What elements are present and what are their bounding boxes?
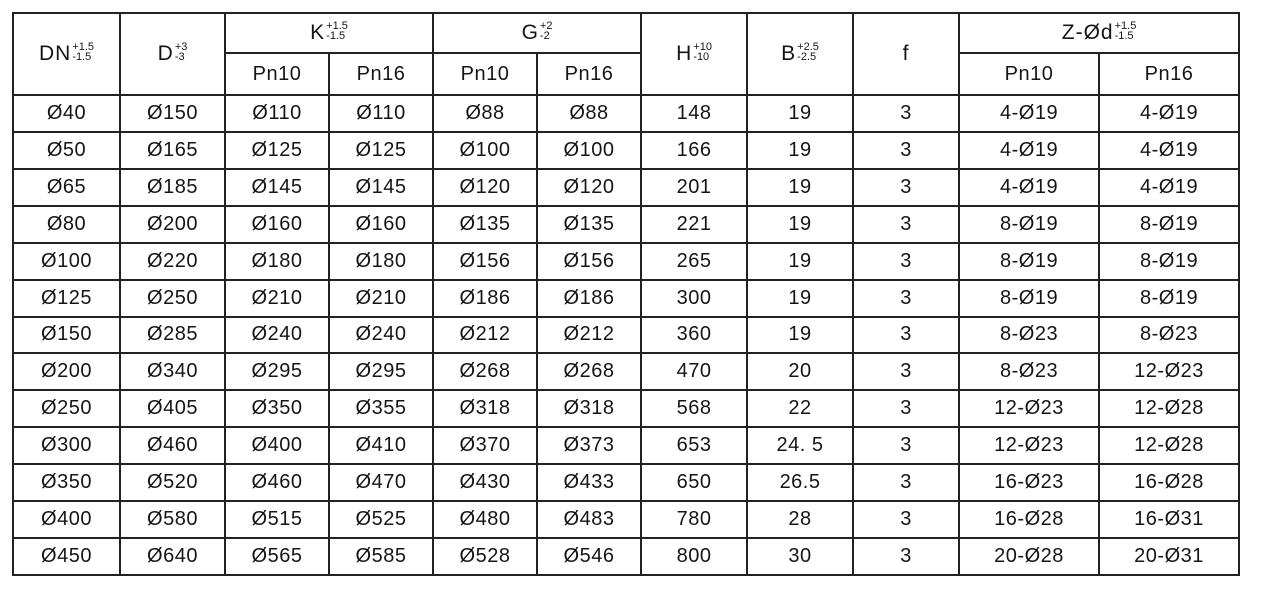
tol-low: -3 xyxy=(174,51,185,63)
cell-g-pn16: Ø100 xyxy=(537,132,641,169)
header-g xyxy=(433,13,641,53)
header-z xyxy=(959,13,1239,53)
cell-h: 470 xyxy=(641,353,747,390)
table-body xyxy=(13,95,1239,575)
subheader-z-pn10: Pn10 xyxy=(959,53,1099,95)
cell-k-pn16: Ø110 xyxy=(329,95,433,132)
tol-up: +1.5 xyxy=(326,20,348,32)
cell-k-pn10: Ø565 xyxy=(225,538,329,575)
cell-b: 22 xyxy=(747,390,853,427)
cell-k-pn10: Ø210 xyxy=(225,280,329,317)
cell-k-pn16: Ø125 xyxy=(329,132,433,169)
cell-dn: Ø200 xyxy=(13,353,120,390)
cell-k-pn16: Ø470 xyxy=(329,464,433,501)
cell-d: Ø285 xyxy=(120,317,225,354)
cell-d: Ø165 xyxy=(120,132,225,169)
header-h xyxy=(641,13,747,95)
header-row xyxy=(13,13,1239,53)
cell-z-pn10: 8-Ø19 xyxy=(959,206,1099,243)
cell-dn: Ø400 xyxy=(13,501,120,538)
cell-k-pn16: Ø160 xyxy=(329,206,433,243)
tol-low: -1.5 xyxy=(72,51,92,63)
cell-dn: Ø80 xyxy=(13,206,120,243)
cell-d: Ø220 xyxy=(120,243,225,280)
cell-dn: Ø125 xyxy=(13,280,120,317)
cell-h: 780 xyxy=(641,501,747,538)
cell-g-pn10: Ø156 xyxy=(433,243,537,280)
cell-g-pn10: Ø88 xyxy=(433,95,537,132)
cell-k-pn16: Ø240 xyxy=(329,317,433,354)
cell-b: 19 xyxy=(747,132,853,169)
cell-z-pn10: 16-Ø23 xyxy=(959,464,1099,501)
tol-up: +2.5 xyxy=(797,41,819,53)
cell-z-pn16: 20-Ø31 xyxy=(1099,538,1239,575)
cell-b: 20 xyxy=(747,353,853,390)
cell-f: 3 xyxy=(853,280,959,317)
header-z-label: Z-Ød xyxy=(1061,21,1114,44)
cell-z-pn16: 8-Ø23 xyxy=(1099,317,1239,354)
cell-f: 3 xyxy=(853,353,959,390)
table-row xyxy=(13,243,1239,280)
cell-dn: Ø300 xyxy=(13,427,120,464)
cell-d: Ø150 xyxy=(120,95,225,132)
cell-z-pn16: 12-Ø28 xyxy=(1099,390,1239,427)
header-f-label: f xyxy=(902,42,910,65)
cell-k-pn10: Ø180 xyxy=(225,243,329,280)
cell-h: 221 xyxy=(641,206,747,243)
cell-b: 19 xyxy=(747,169,853,206)
table-row xyxy=(13,95,1239,132)
cell-g-pn16: Ø318 xyxy=(537,390,641,427)
cell-k-pn16: Ø585 xyxy=(329,538,433,575)
cell-d: Ø250 xyxy=(120,280,225,317)
subheader-g-pn10: Pn10 xyxy=(433,53,537,95)
subheader-k-pn16: Pn16 xyxy=(329,53,433,95)
cell-dn: Ø350 xyxy=(13,464,120,501)
cell-g-pn16: Ø373 xyxy=(537,427,641,464)
cell-dn: Ø65 xyxy=(13,169,120,206)
header-b-label: B xyxy=(781,42,797,65)
cell-z-pn16: 12-Ø23 xyxy=(1099,353,1239,390)
header-d-label: D xyxy=(157,42,174,65)
cell-f: 3 xyxy=(853,390,959,427)
tol-low: -10 xyxy=(693,51,710,63)
cell-k-pn16: Ø180 xyxy=(329,243,433,280)
tol-up: +1.5 xyxy=(1114,20,1137,32)
cell-g-pn16: Ø212 xyxy=(537,317,641,354)
header-z-tolerance xyxy=(1115,21,1137,41)
cell-k-pn10: Ø350 xyxy=(225,390,329,427)
cell-z-pn16: 4-Ø19 xyxy=(1099,169,1239,206)
cell-dn: Ø40 xyxy=(13,95,120,132)
cell-k-pn16: Ø525 xyxy=(329,501,433,538)
table-row xyxy=(13,317,1239,354)
cell-d: Ø520 xyxy=(120,464,225,501)
header-h-label: H xyxy=(676,42,693,65)
cell-g-pn16: Ø483 xyxy=(537,501,641,538)
cell-g-pn10: Ø370 xyxy=(433,427,537,464)
header-dn xyxy=(13,13,120,95)
cell-g-pn10: Ø528 xyxy=(433,538,537,575)
cell-f: 3 xyxy=(853,501,959,538)
cell-g-pn10: Ø135 xyxy=(433,206,537,243)
cell-h: 148 xyxy=(641,95,747,132)
cell-dn: Ø450 xyxy=(13,538,120,575)
tol-low: -1.5 xyxy=(1114,30,1134,42)
cell-d: Ø340 xyxy=(120,353,225,390)
tol-up: +3 xyxy=(174,41,188,53)
cell-k-pn10: Ø240 xyxy=(225,317,329,354)
cell-b: 19 xyxy=(747,206,853,243)
header-b-tolerance xyxy=(797,42,819,62)
cell-z-pn10: 16-Ø28 xyxy=(959,501,1099,538)
cell-k-pn16: Ø145 xyxy=(329,169,433,206)
cell-b: 30 xyxy=(747,538,853,575)
cell-b: 19 xyxy=(747,95,853,132)
header-dn-label: DN xyxy=(38,42,72,65)
cell-f: 3 xyxy=(853,206,959,243)
cell-f: 3 xyxy=(853,427,959,464)
cell-dn: Ø250 xyxy=(13,390,120,427)
cell-k-pn10: Ø460 xyxy=(225,464,329,501)
header-g-label: G xyxy=(521,21,539,44)
header-dn-tolerance xyxy=(72,42,94,62)
cell-g-pn10: Ø480 xyxy=(433,501,537,538)
cell-z-pn10: 8-Ø19 xyxy=(959,280,1099,317)
tol-low: -1.5 xyxy=(326,30,346,42)
subheader-z-pn16: Pn16 xyxy=(1099,53,1239,95)
cell-d: Ø580 xyxy=(120,501,225,538)
table-row xyxy=(13,353,1239,390)
cell-z-pn16: 8-Ø19 xyxy=(1099,280,1239,317)
cell-h: 360 xyxy=(641,317,747,354)
cell-f: 3 xyxy=(853,243,959,280)
cell-z-pn16: 16-Ø28 xyxy=(1099,464,1239,501)
cell-f: 3 xyxy=(853,464,959,501)
table-row xyxy=(13,538,1239,575)
cell-k-pn16: Ø295 xyxy=(329,353,433,390)
cell-h: 650 xyxy=(641,464,747,501)
header-f xyxy=(853,13,959,95)
cell-z-pn16: 8-Ø19 xyxy=(1099,243,1239,280)
cell-z-pn10: 20-Ø28 xyxy=(959,538,1099,575)
cell-h: 300 xyxy=(641,280,747,317)
header-b xyxy=(747,13,853,95)
cell-d: Ø460 xyxy=(120,427,225,464)
table-row xyxy=(13,501,1239,538)
flange-dimension-table xyxy=(12,12,1240,576)
cell-f: 3 xyxy=(853,317,959,354)
cell-dn: Ø150 xyxy=(13,317,120,354)
cell-k-pn10: Ø160 xyxy=(225,206,329,243)
cell-k-pn10: Ø145 xyxy=(225,169,329,206)
cell-dn: Ø100 xyxy=(13,243,120,280)
cell-h: 653 xyxy=(641,427,747,464)
cell-k-pn16: Ø210 xyxy=(329,280,433,317)
cell-f: 3 xyxy=(853,95,959,132)
table-row xyxy=(13,390,1239,427)
tol-low: -2.5 xyxy=(797,51,817,63)
cell-b: 19 xyxy=(747,317,853,354)
tol-up: +2 xyxy=(539,20,553,32)
cell-h: 265 xyxy=(641,243,747,280)
cell-z-pn10: 12-Ø23 xyxy=(959,427,1099,464)
table-row xyxy=(13,427,1239,464)
table-row xyxy=(13,132,1239,169)
cell-g-pn16: Ø433 xyxy=(537,464,641,501)
cell-g-pn10: Ø318 xyxy=(433,390,537,427)
table-row xyxy=(13,280,1239,317)
header-k-label: K xyxy=(310,21,326,44)
header-d xyxy=(120,13,225,95)
cell-z-pn10: 8-Ø23 xyxy=(959,353,1099,390)
table-row xyxy=(13,169,1239,206)
header-g-tolerance xyxy=(540,21,553,41)
cell-g-pn10: Ø186 xyxy=(433,280,537,317)
tol-up: +10 xyxy=(693,41,712,53)
cell-g-pn16: Ø135 xyxy=(537,206,641,243)
cell-z-pn10: 8-Ø23 xyxy=(959,317,1099,354)
header-k-tolerance xyxy=(326,21,348,41)
cell-z-pn10: 8-Ø19 xyxy=(959,243,1099,280)
cell-f: 3 xyxy=(853,538,959,575)
cell-g-pn16: Ø88 xyxy=(537,95,641,132)
cell-k-pn10: Ø295 xyxy=(225,353,329,390)
cell-g-pn10: Ø268 xyxy=(433,353,537,390)
cell-k-pn10: Ø125 xyxy=(225,132,329,169)
cell-k-pn10: Ø110 xyxy=(225,95,329,132)
cell-z-pn10: 12-Ø23 xyxy=(959,390,1099,427)
cell-h: 568 xyxy=(641,390,747,427)
cell-z-pn16: 4-Ø19 xyxy=(1099,132,1239,169)
header-k xyxy=(225,13,433,53)
cell-z-pn10: 4-Ø19 xyxy=(959,95,1099,132)
cell-g-pn10: Ø120 xyxy=(433,169,537,206)
cell-k-pn16: Ø355 xyxy=(329,390,433,427)
cell-b: 24. 5 xyxy=(747,427,853,464)
cell-d: Ø185 xyxy=(120,169,225,206)
cell-g-pn16: Ø120 xyxy=(537,169,641,206)
cell-g-pn16: Ø268 xyxy=(537,353,641,390)
subheader-g-pn16: Pn16 xyxy=(537,53,641,95)
cell-b: 26.5 xyxy=(747,464,853,501)
cell-z-pn16: 8-Ø19 xyxy=(1099,206,1239,243)
cell-h: 166 xyxy=(641,132,747,169)
cell-z-pn10: 4-Ø19 xyxy=(959,132,1099,169)
cell-g-pn16: Ø186 xyxy=(537,280,641,317)
cell-g-pn10: Ø100 xyxy=(433,132,537,169)
cell-d: Ø405 xyxy=(120,390,225,427)
cell-k-pn10: Ø400 xyxy=(225,427,329,464)
tol-low: -2 xyxy=(539,30,550,42)
cell-g-pn10: Ø430 xyxy=(433,464,537,501)
subheader-k-pn10: Pn10 xyxy=(225,53,329,95)
cell-g-pn16: Ø546 xyxy=(537,538,641,575)
table-row xyxy=(13,464,1239,501)
cell-f: 3 xyxy=(853,169,959,206)
cell-b: 28 xyxy=(747,501,853,538)
cell-g-pn10: Ø212 xyxy=(433,317,537,354)
cell-z-pn16: 12-Ø28 xyxy=(1099,427,1239,464)
cell-h: 800 xyxy=(641,538,747,575)
table-row xyxy=(13,206,1239,243)
cell-d: Ø640 xyxy=(120,538,225,575)
cell-z-pn16: 4-Ø19 xyxy=(1099,95,1239,132)
cell-b: 19 xyxy=(747,280,853,317)
cell-z-pn16: 16-Ø31 xyxy=(1099,501,1239,538)
cell-dn: Ø50 xyxy=(13,132,120,169)
cell-k-pn16: Ø410 xyxy=(329,427,433,464)
cell-g-pn16: Ø156 xyxy=(537,243,641,280)
cell-d: Ø200 xyxy=(120,206,225,243)
cell-k-pn10: Ø515 xyxy=(225,501,329,538)
cell-h: 201 xyxy=(641,169,747,206)
header-h-tolerance xyxy=(693,42,712,62)
tol-up: +1.5 xyxy=(72,41,95,53)
cell-z-pn10: 4-Ø19 xyxy=(959,169,1099,206)
cell-f: 3 xyxy=(853,132,959,169)
header-d-tolerance xyxy=(175,42,188,62)
cell-b: 19 xyxy=(747,243,853,280)
